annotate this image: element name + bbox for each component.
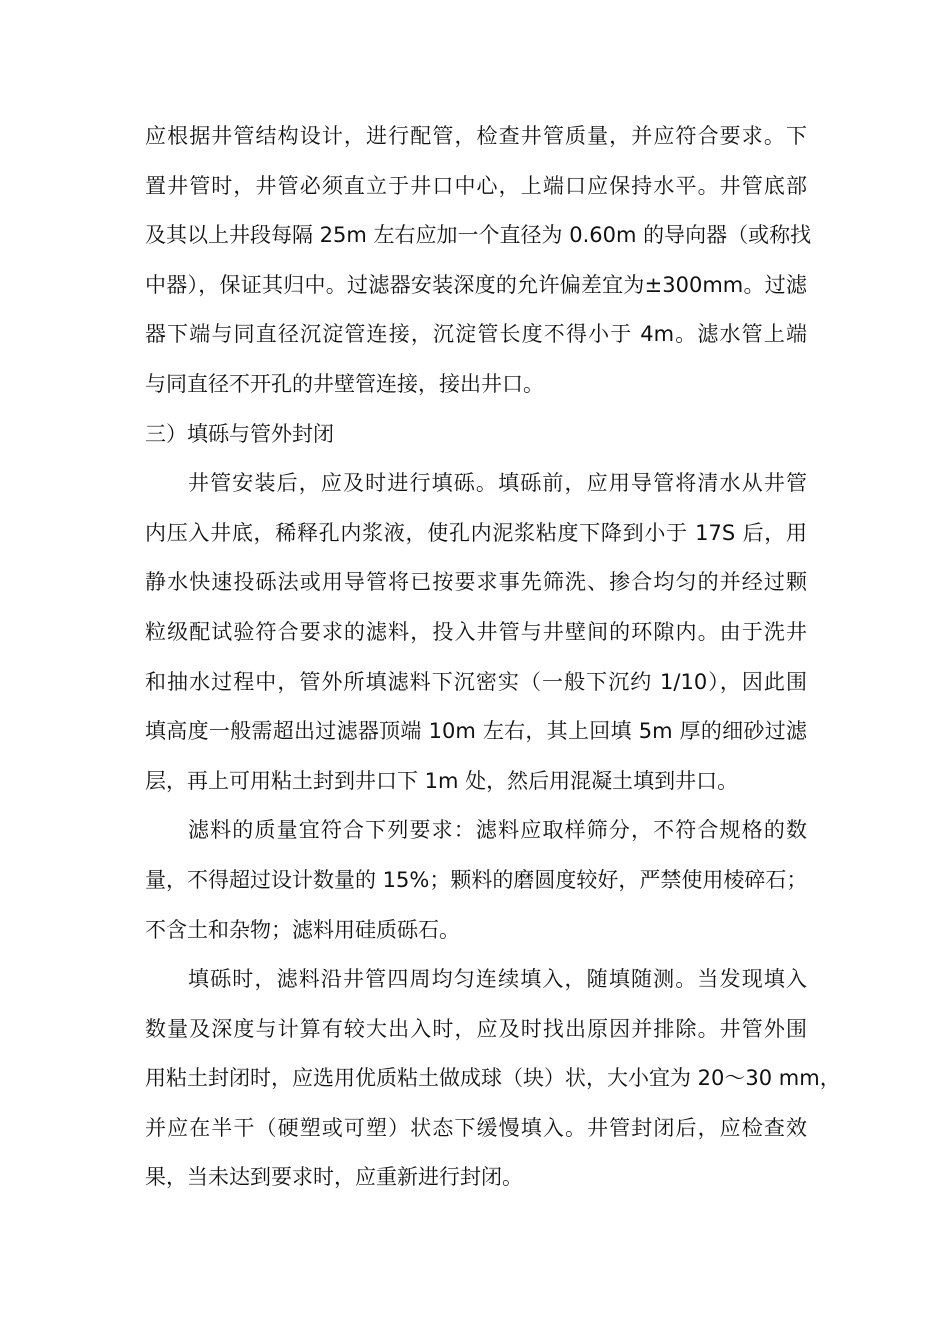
paragraph-line: 内压入井底，稀释孔内浆液，使孔内泥浆粘度下降到小于 17S 后，用 (145, 520, 807, 545)
paragraph-line: 滤料的质量宜符合下列要求：滤料应取样筛分，不符合规格的数 (188, 818, 807, 843)
paragraph-line: 层，再上可用粘土封到井口下 1m 处，然后用混凝土填到井口。 (145, 768, 739, 793)
paragraph-line: 不含土和杂物；滤料用硅质砾石。 (145, 917, 460, 942)
paragraph-line: 井管安装后，应及时进行填砾。填砾前，应用导管将清水从井管 (188, 471, 807, 496)
paragraph-line: 中器），保证其归中。过滤器安装深度的允许偏差宜为±300mm。过滤 (145, 272, 807, 297)
section-heading: 三）填砾与管外封闭 (145, 421, 334, 446)
paragraph-line: 及其以上井段每隔 25m 左右应加一个直径为 0.60m 的导向器（或称找 (145, 223, 812, 248)
paragraph-2 (145, 459, 807, 806)
paragraph-1 (145, 112, 812, 410)
paragraph-4 (145, 955, 841, 1203)
paragraph-line: 与同直径不开孔的井壁管连接，接出井口。 (145, 371, 544, 396)
paragraph-line: 应根据井管结构设计，进行配管，检查井管质量，并应符合要求。下 (145, 124, 807, 148)
paragraph-line: 器下端与同直径沉淀管连接，沉淀管长度不得小于 4m。滤水管上端 (145, 322, 807, 347)
paragraph-line: 填高度一般需超出过滤器顶端 10m 左右，其上回填 5m 厚的细砂过滤 (145, 719, 807, 744)
paragraph-line: 粒级配试验符合要求的滤料，投入井管与井壁间的环隙内。由于洗井 (145, 619, 807, 644)
paragraph-3 (145, 806, 807, 955)
paragraph-line: 果，当未达到要求时，应重新进行封闭。 (145, 1165, 523, 1190)
paragraph-line: 填砾时，滤料沿井管四周均匀连续填入，随填随测。当发现填入 (188, 967, 807, 992)
paragraph-line: 和抽水过程中，管外所填滤料下沉密实（一般下沉约 1/10），因此围 (145, 669, 807, 694)
paragraph-line: 并应在半干（硬塑或可塑）状态下缓慢填入。井管封闭后，应检查效 (145, 1115, 807, 1140)
paragraph-line: 量，不得超过设计数量的 15%；颗料的磨圆度较好，严禁使用棱碎石； (145, 867, 808, 892)
document-body (145, 112, 841, 1203)
paragraph-line: 静水快速投砾法或用导管将已按要求事先筛洗、掺合均匀的并经过颗 (145, 570, 807, 595)
paragraph-line: 用粘土封闭时，应选用优质粘土做成球（块）状，大小宜为 20～30 mm， (145, 1066, 841, 1091)
paragraph-line: 数量及深度与计算有较大出入时，应及时找出原因并排除。井管外围 (145, 1016, 807, 1041)
paragraph-line: 置井管时，井管必须直立于井口中心，上端口应保持水平。井管底部 (145, 173, 807, 198)
